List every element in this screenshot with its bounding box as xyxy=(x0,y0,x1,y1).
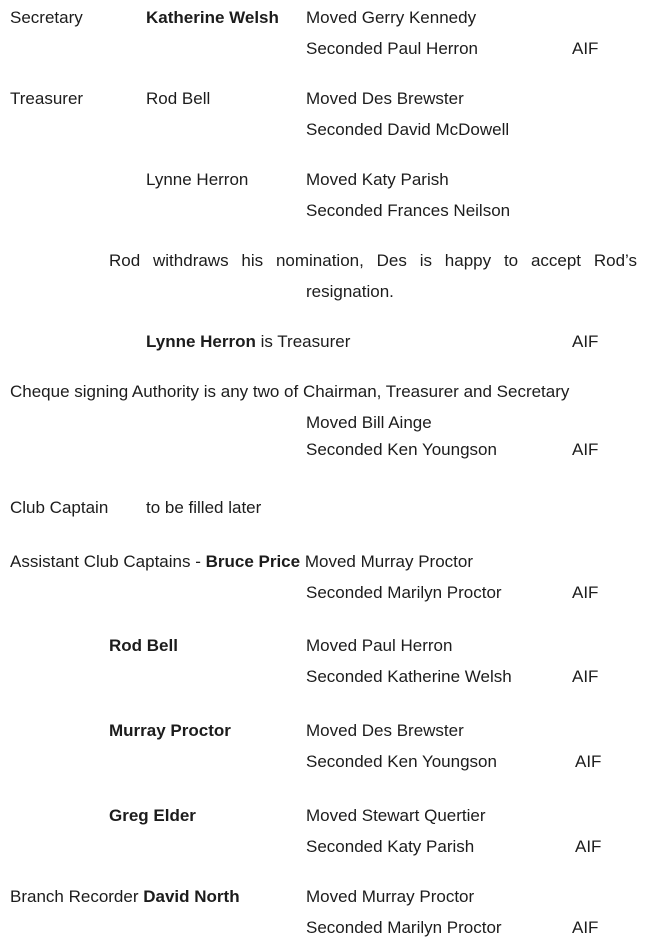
assistant-captain-moved: Moved Des Brewster xyxy=(306,721,464,740)
branch-recorder-role: Branch Recorder xyxy=(10,887,144,906)
cheque-authority-text: Cheque signing Authority is any two of Chairman, Treasurer and Secretary xyxy=(10,382,570,401)
club-captain-note: to be filled later xyxy=(146,498,262,517)
cheque-moved: Moved Bill Ainge xyxy=(306,413,432,432)
treasurer-nominee1-seconded: Seconded David McDowell xyxy=(306,120,510,139)
secretary-result: AIF xyxy=(572,39,599,58)
assistant-captain-name: Rod Bell xyxy=(109,636,178,655)
treasurer-withdrawal-line1: Rod withdraws his nomination, Des is happy to accept Rod’s xyxy=(109,251,637,270)
assistant-captain-name: Bruce Price xyxy=(205,552,301,571)
treasurer-outcome-text: is Treasurer xyxy=(255,332,351,351)
treasurer-withdrawal-line2: resignation. xyxy=(306,282,394,301)
branch-recorder-name: David North xyxy=(143,887,240,906)
treasurer-nominee1-name: Rod Bell xyxy=(146,89,211,108)
assistant-captain-moved: Moved Stewart Quertier xyxy=(306,806,486,825)
secretary-role: Secretary xyxy=(10,8,83,27)
secretary-moved: Moved Gerry Kennedy xyxy=(306,8,477,27)
assistant-captain-name: Greg Elder xyxy=(109,806,196,825)
treasurer-nominee1-moved: Moved Des Brewster xyxy=(306,89,464,108)
assistant-captain-result: AIF xyxy=(575,752,602,771)
club-captain-role: Club Captain xyxy=(10,498,109,517)
assistant-captain-seconded: Seconded Marilyn Proctor xyxy=(306,583,502,602)
assistant-captains-heading xyxy=(10,552,473,572)
assistant-captain-result: AIF xyxy=(575,837,602,856)
assistant-captain-seconded: Seconded Ken Youngson xyxy=(306,752,497,771)
branch-recorder-heading xyxy=(10,887,240,907)
branch-recorder-result: AIF xyxy=(572,918,599,937)
treasurer-nominee2-moved: Moved Katy Parish xyxy=(306,170,449,189)
treasurer-nominee2-seconded: Seconded Frances Neilson xyxy=(306,201,511,220)
assistant-captain-seconded: Seconded Katherine Welsh xyxy=(306,667,512,686)
treasurer-role: Treasurer xyxy=(10,89,84,108)
branch-recorder-moved: Moved Murray Proctor xyxy=(306,887,475,906)
assistant-captain-name: Murray Proctor xyxy=(109,721,231,740)
assistant-captain-seconded: Seconded Katy Parish xyxy=(306,837,475,856)
treasurer-outcome-name: Lynne Herron xyxy=(146,332,256,351)
treasurer-nominee2-name: Lynne Herron xyxy=(146,170,249,189)
treasurer-outcome xyxy=(146,332,350,352)
assistant-captain-moved: Moved Murray Proctor xyxy=(304,552,473,571)
assistant-captain-moved: Moved Paul Herron xyxy=(306,636,453,655)
treasurer-outcome-result: AIF xyxy=(572,332,599,351)
cheque-result: AIF xyxy=(572,440,599,459)
assistant-captain-result: AIF xyxy=(572,583,599,602)
assistant-captain-result: AIF xyxy=(572,667,599,686)
secretary-seconded: Seconded Paul Herron xyxy=(306,39,479,58)
assistant-captains-role: Assistant Club Captains - xyxy=(10,552,206,571)
cheque-seconded: Seconded Ken Youngson xyxy=(306,440,497,459)
branch-recorder-seconded: Seconded Marilyn Proctor xyxy=(306,918,502,937)
secretary-name: Katherine Welsh xyxy=(146,8,279,27)
